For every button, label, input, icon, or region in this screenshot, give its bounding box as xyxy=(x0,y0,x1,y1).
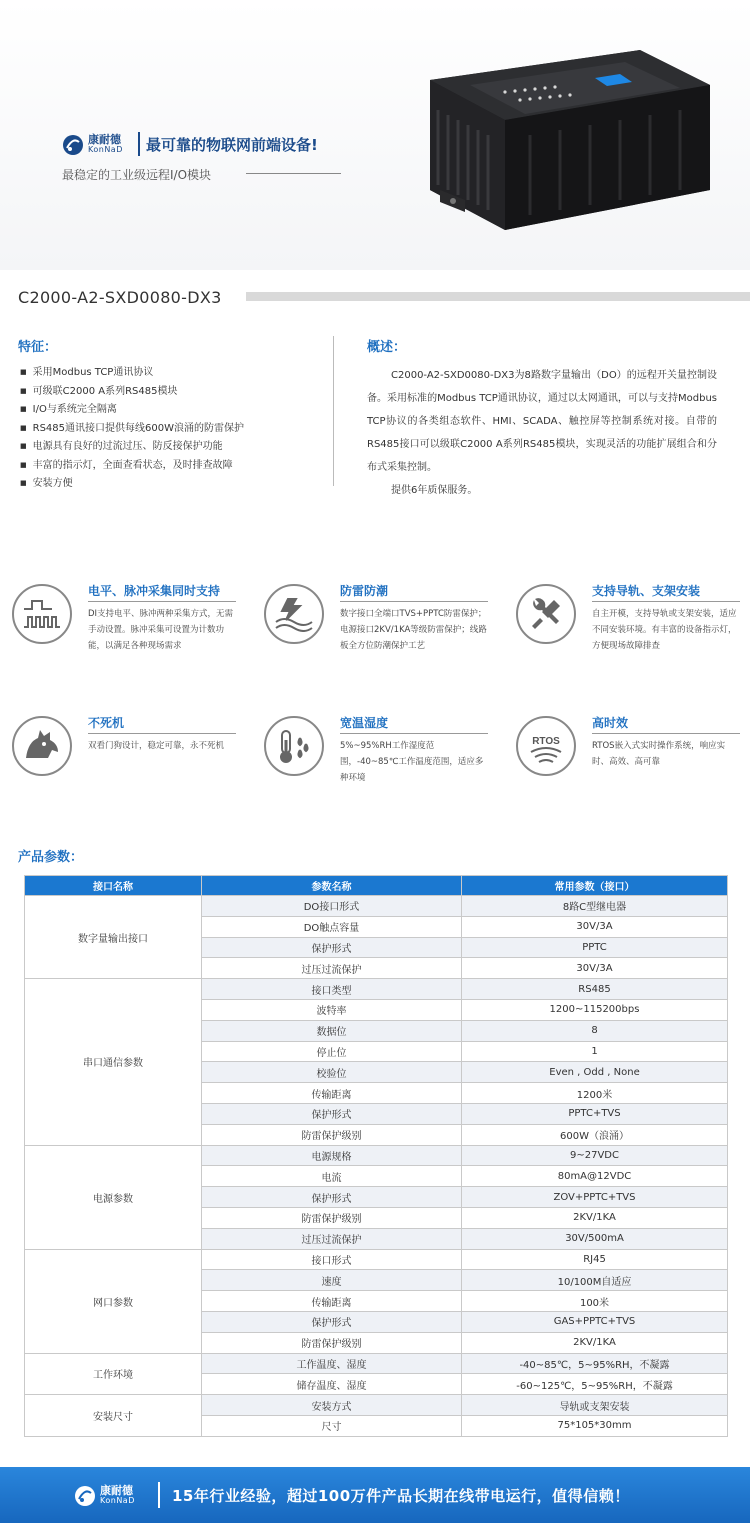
param-name-cell: 电流 xyxy=(202,1166,462,1187)
param-name-cell: 传输距离 xyxy=(202,1083,462,1104)
feature-desc: RTOS嵌入式实时操作系统，响应实时、高效、高可靠 xyxy=(592,741,726,767)
feature-desc: DI支持电平、脉冲两种采集方式，无需手动设置。脉冲采集可设置为计数功能，以满足各种现场需求 xyxy=(88,609,234,651)
feature-title: 宽温湿度 xyxy=(340,716,389,730)
brand-logo[interactable] xyxy=(62,132,142,158)
param-name-cell: 保护形式 xyxy=(202,937,462,958)
param-name-cell: 电源规格 xyxy=(202,1145,462,1166)
group-name-cell: 工作环境 xyxy=(25,1353,202,1395)
param-name-cell: 传输距离 xyxy=(202,1291,462,1312)
table-row xyxy=(25,1395,728,1416)
table-header: 参数名称 xyxy=(202,876,462,896)
param-value-cell: ZOV+PPTC+TVS xyxy=(462,1187,728,1208)
param-value-cell: RS485 xyxy=(462,979,728,1000)
param-value-cell: 1 xyxy=(462,1041,728,1062)
brand-subslogan: 最稳定的工业级远程I/O模块 xyxy=(62,168,212,182)
feature-title: 高时效 xyxy=(592,716,629,730)
feature-desc: 双看门狗设计，稳定可靠，永不死机 xyxy=(88,741,225,751)
brand-slogan: 最可靠的物联网前端设备! xyxy=(146,136,318,154)
param-name-cell: 接口形式 xyxy=(202,1249,462,1270)
param-value-cell: 10/100M自适应 xyxy=(462,1270,728,1291)
param-value-cell: 导轨或支架安装 xyxy=(462,1395,728,1416)
feature-underline xyxy=(340,601,488,602)
feature-title: 不死机 xyxy=(88,716,125,730)
features-title: 特征： xyxy=(18,340,58,355)
table-header: 常用参数（接口） xyxy=(462,876,728,896)
param-name-cell: 波特率 xyxy=(202,999,462,1020)
group-name-cell: 电源参数 xyxy=(25,1145,202,1249)
param-value-cell: GAS+PPTC+TVS xyxy=(462,1311,728,1332)
rtos-icon xyxy=(516,716,576,776)
product-model: C2000-A2-SXD0080-DX3 xyxy=(18,288,222,307)
overview-title: 概述： xyxy=(367,340,407,355)
param-name-cell: 数据位 xyxy=(202,1020,462,1041)
list-item: ■ 电源具有良好的过流过压、防反接保护功能 xyxy=(20,438,320,457)
hero-banner xyxy=(0,0,750,270)
param-name-cell: 速度 xyxy=(202,1270,462,1291)
param-value-cell: PPTC+TVS xyxy=(462,1103,728,1124)
group-name-cell: 数字量输出接口 xyxy=(25,896,202,979)
params-table xyxy=(24,875,728,1437)
param-name-cell: 防雷保护级别 xyxy=(202,1124,462,1145)
model-bar xyxy=(246,292,750,301)
table-row xyxy=(25,1145,728,1166)
feature-block xyxy=(516,716,746,806)
features-list xyxy=(20,364,320,494)
param-value-cell: 2KV/1KA xyxy=(462,1207,728,1228)
param-name-cell: 安装方式 xyxy=(202,1395,462,1416)
tools-icon xyxy=(516,584,576,644)
feature-block xyxy=(12,584,242,674)
feature-block xyxy=(12,716,242,806)
list-item: ■ 采用Modbus TCP通讯协议 xyxy=(20,364,320,383)
rtos-label: RTOS xyxy=(532,736,560,747)
list-item: ■ I/O与系统完全隔离 xyxy=(20,401,320,420)
table-header-row xyxy=(25,876,728,896)
feature-underline xyxy=(592,733,740,734)
brand-logo-mark-icon xyxy=(74,1485,96,1507)
pulse-signal-icon xyxy=(12,584,72,644)
feature-block xyxy=(264,716,494,806)
param-name-cell: DO触点容量 xyxy=(202,916,462,937)
lightning-surge-icon xyxy=(264,584,324,644)
param-value-cell: 75*105*30mm xyxy=(462,1415,728,1436)
table-row xyxy=(25,979,728,1000)
feature-underline xyxy=(88,733,236,734)
list-item: ■ 丰富的指示灯，全面查看状态，及时排查故障 xyxy=(20,457,320,476)
list-item: ■ RS485通讯接口提供每线600W浪涌的防雷保护 xyxy=(20,420,320,439)
overview-paragraph: 提供6年质保服务。 xyxy=(391,485,478,496)
params-title: 产品参数： xyxy=(18,850,84,865)
group-name-cell: 网口参数 xyxy=(25,1249,202,1353)
brand-name-cn: 康耐德 xyxy=(100,1484,133,1497)
slogan-divider xyxy=(138,132,140,156)
feature-block xyxy=(516,584,746,674)
param-value-cell: 1200~115200bps xyxy=(462,999,728,1020)
table-row xyxy=(25,1249,728,1270)
param-value-cell: 9~27VDC xyxy=(462,1145,728,1166)
section-divider xyxy=(333,336,334,486)
brand-name-cn: 康耐德 xyxy=(88,133,121,146)
param-value-cell: -40~85℃，5~95%RH，不凝露 xyxy=(462,1353,728,1374)
param-value-cell: 8路C型继电器 xyxy=(462,896,728,917)
feature-underline xyxy=(340,733,488,734)
overview-text xyxy=(367,364,717,502)
footer-text: 15年行业经验，超过100万件产品长期在线带电运行，值得信赖！ xyxy=(172,1487,630,1505)
param-value-cell: -60~125℃，5~95%RH，不凝露 xyxy=(462,1374,728,1395)
param-value-cell: Even , Odd , None xyxy=(462,1062,728,1083)
param-value-cell: 8 xyxy=(462,1020,728,1041)
param-name-cell: 工作温度、湿度 xyxy=(202,1353,462,1374)
param-name-cell: 接口类型 xyxy=(202,979,462,1000)
thermometer-icon xyxy=(264,716,324,776)
footer-divider xyxy=(158,1482,160,1508)
feature-title: 防雷防潮 xyxy=(340,584,389,598)
subslogan-line xyxy=(246,173,341,174)
footer-banner xyxy=(0,1467,750,1523)
feature-desc: 数字接口全端口TVS+PPTC防雷保护；电源接口2KV/1KA等级防雷保护；线路板全方位防潮保护工艺 xyxy=(340,609,487,651)
feature-title: 电平、脉冲采集同时支持 xyxy=(88,584,221,598)
table-header: 接口名称 xyxy=(25,876,202,896)
param-value-cell: 30V/3A xyxy=(462,916,728,937)
list-item: ■ 可级联C2000 A系列RS485模块 xyxy=(20,383,320,402)
brand-name-en: KonNaD xyxy=(88,145,123,154)
param-value-cell: 30V/3A xyxy=(462,958,728,979)
feature-desc: 5%~95%RH工作湿度范围，-40~85℃工作温度范围，适应多种环境 xyxy=(340,741,484,783)
product-image xyxy=(410,40,720,240)
param-value-cell: 80mA@12VDC xyxy=(462,1166,728,1187)
param-name-cell: 防雷保护级别 xyxy=(202,1207,462,1228)
param-name-cell: 保护形式 xyxy=(202,1187,462,1208)
param-name-cell: 保护形式 xyxy=(202,1103,462,1124)
param-name-cell: DO接口形式 xyxy=(202,896,462,917)
param-name-cell: 停止位 xyxy=(202,1041,462,1062)
param-value-cell: PPTC xyxy=(462,937,728,958)
group-name-cell: 串口通信参数 xyxy=(25,979,202,1145)
param-value-cell: 100米 xyxy=(462,1291,728,1312)
param-name-cell: 保护形式 xyxy=(202,1311,462,1332)
brand-logo-mark-icon xyxy=(62,134,84,156)
feature-title: 支持导轨、支架安装 xyxy=(592,584,701,598)
param-value-cell: 600W（浪涌） xyxy=(462,1124,728,1145)
overview-paragraph: C2000-A2-SXD0080-DX3为8路数字量输出（DO）的远程开关量控制设备。采用标准的Modbus TCP通讯协议，通过以太网通讯，可以与支持Modbus TCP协议的各类组态软件、HMI、SCADA、触控屏等控制系统对接。自带的RS485接口可以级联C2000 A系列RS485模块，实现灵活的功能扩展组合和分布式采集控制。 xyxy=(367,370,717,473)
param-name-cell: 防雷保护级别 xyxy=(202,1332,462,1353)
table-row xyxy=(25,1353,728,1374)
param-name-cell: 储存温度、湿度 xyxy=(202,1374,462,1395)
feature-block xyxy=(264,584,494,674)
param-value-cell: 30V/500mA xyxy=(462,1228,728,1249)
feature-underline xyxy=(592,601,740,602)
feature-desc: 自主开模，支持导轨或支架安装，适应不同安装环境。有丰富的设备指示灯，方便现场故障排查 xyxy=(592,609,737,651)
brand-name-en: KonNaD xyxy=(100,1496,135,1505)
dog-icon xyxy=(12,716,72,776)
footer-logo[interactable] xyxy=(74,1483,154,1509)
param-value-cell: 2KV/1KA xyxy=(462,1332,728,1353)
list-item: ■ 安装方便 xyxy=(20,475,320,494)
param-name-cell: 校验位 xyxy=(202,1062,462,1083)
param-name-cell: 尺寸 xyxy=(202,1415,462,1436)
param-value-cell: RJ45 xyxy=(462,1249,728,1270)
param-value-cell: 1200米 xyxy=(462,1083,728,1104)
feature-underline xyxy=(88,601,236,602)
param-name-cell: 过压过流保护 xyxy=(202,1228,462,1249)
group-name-cell: 安装尺寸 xyxy=(25,1395,202,1437)
param-name-cell: 过压过流保护 xyxy=(202,958,462,979)
table-row xyxy=(25,896,728,917)
